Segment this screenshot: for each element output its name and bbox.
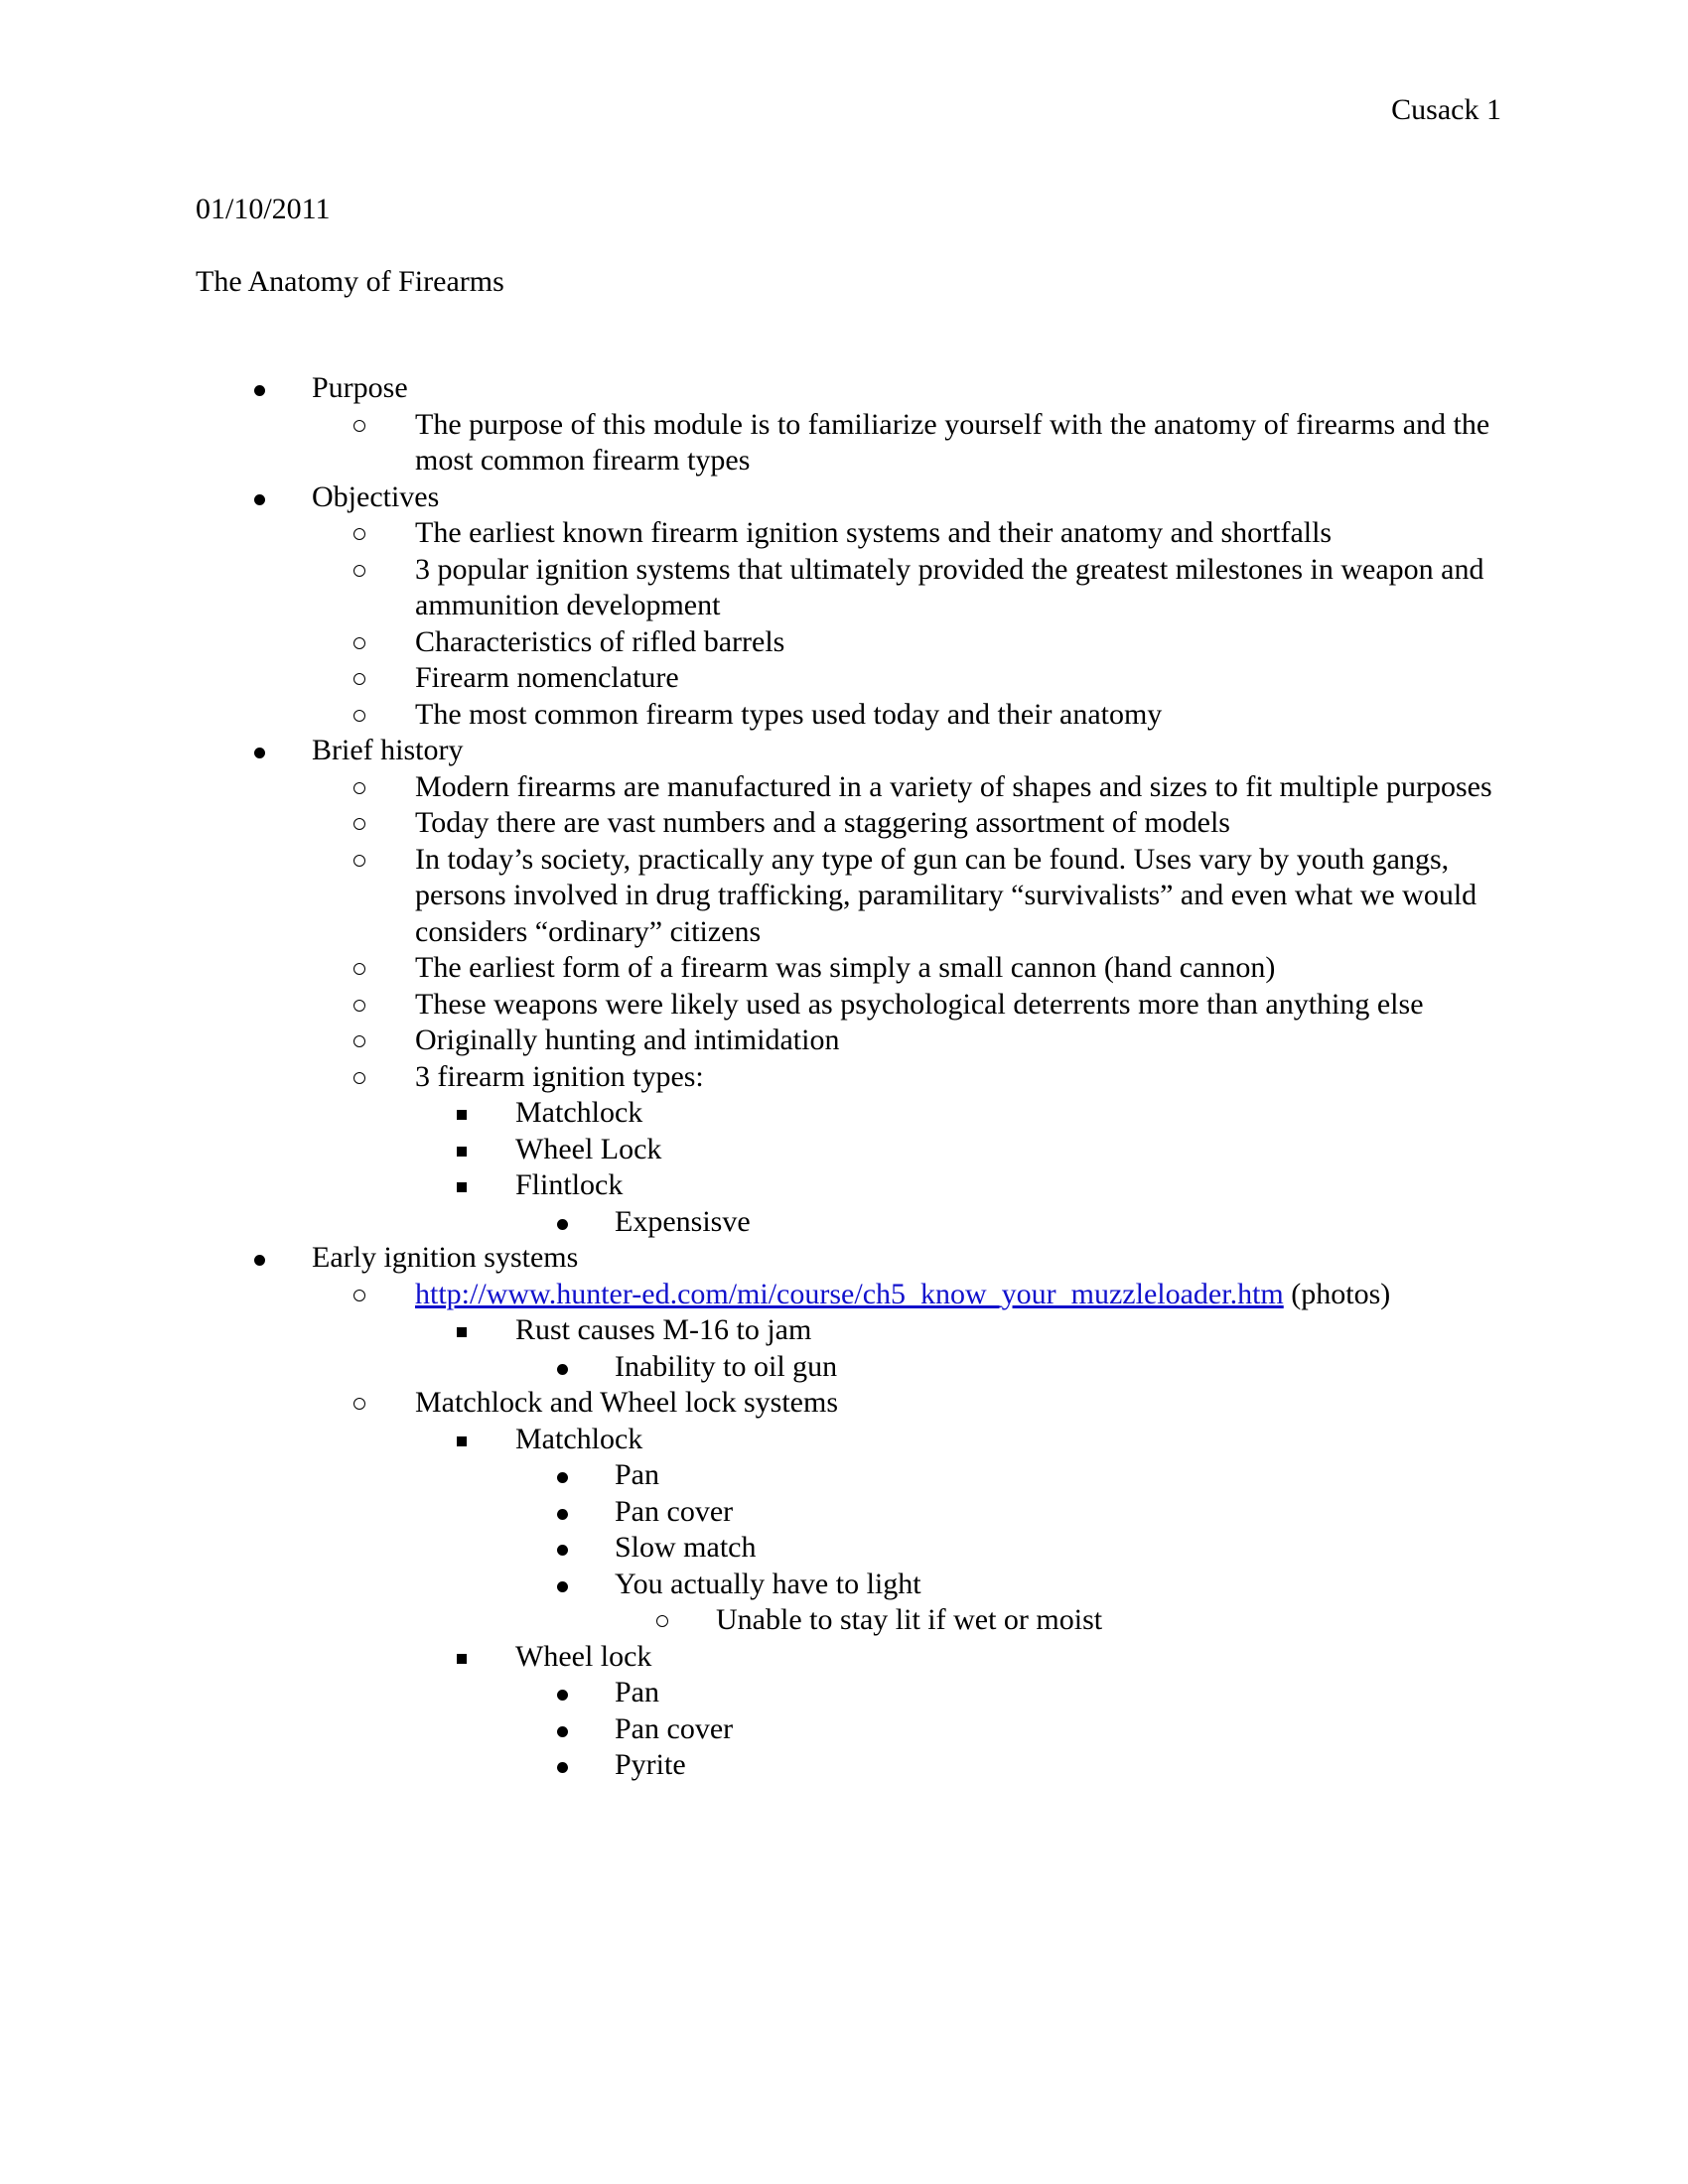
outline-heading-objectives: Objectives bbox=[312, 479, 440, 513]
outline-item-purpose bbox=[252, 370, 1519, 479]
list-item-text: The earliest form of a firearm was simply a small cannon (hand cannon) bbox=[415, 951, 1276, 984]
list-item-text: Pan cover bbox=[615, 1494, 734, 1528]
matchlock-light-note-sublist bbox=[615, 1602, 1519, 1639]
list-item-text: These weapons were likely used as psychological deterrents more than anything else bbox=[415, 987, 1424, 1021]
list-item bbox=[555, 1204, 1519, 1241]
list-item-text: Characteristics of rifled barrels bbox=[415, 624, 785, 658]
list-item bbox=[555, 1711, 1519, 1748]
list-item-text: Rust causes M-16 to jam bbox=[515, 1313, 812, 1346]
lock-systems-sublist bbox=[415, 1422, 1519, 1784]
list-item-text: Matchlock and Wheel lock systems bbox=[415, 1386, 839, 1419]
outline-item-objectives bbox=[252, 479, 1519, 734]
list-item-text: The most common firearm types used today and their anatomy bbox=[415, 697, 1163, 731]
list-item bbox=[352, 805, 1519, 842]
list-item bbox=[555, 1494, 1519, 1531]
rust-note-sublist bbox=[415, 1312, 1519, 1385]
list-item-text: Pan bbox=[615, 1458, 659, 1491]
list-item-lock-systems bbox=[352, 1385, 1519, 1784]
list-item-text: Slow match bbox=[615, 1531, 757, 1564]
list-item-text: Pan bbox=[615, 1676, 659, 1708]
list-item-text: Unable to stay lit if wet or moist bbox=[716, 1603, 1103, 1636]
list-item bbox=[352, 842, 1519, 951]
outline-item-early-ignition bbox=[252, 1240, 1519, 1784]
flintlock-sublist bbox=[515, 1204, 1519, 1241]
list-item bbox=[455, 1132, 1519, 1168]
list-item-text: Originally hunting and intimidation bbox=[415, 1024, 840, 1056]
list-item-text: 3 popular ignition systems that ultimately provided the greatest milestones in weapon and ammunition development bbox=[415, 552, 1484, 621]
list-item-text: Wheel Lock bbox=[515, 1132, 662, 1165]
list-item-text: Firearm nomenclature bbox=[415, 661, 679, 694]
list-item bbox=[555, 1567, 1519, 1639]
purpose-sublist bbox=[312, 407, 1519, 479]
outline-item-brief-history bbox=[252, 733, 1519, 1240]
list-item-text: Matchlock bbox=[515, 1096, 643, 1129]
list-item bbox=[352, 950, 1519, 987]
list-item bbox=[352, 1023, 1519, 1059]
muzzleloader-link[interactable]: http://www.hunter-ed.com/mi/course/ch5_know_your_muzzleloader.htm bbox=[415, 1277, 1284, 1310]
early-ignition-sublist bbox=[312, 1277, 1519, 1784]
list-item-text bbox=[415, 1277, 1519, 1313]
list-item bbox=[352, 987, 1519, 1024]
ignition-types-sublist bbox=[415, 1095, 1519, 1240]
list-item-text: Flintlock bbox=[515, 1168, 624, 1201]
document-date: 01/10/2011 bbox=[196, 193, 331, 225]
matchlock-parts-sublist bbox=[515, 1457, 1519, 1639]
rust-subnote-sublist bbox=[515, 1349, 1519, 1386]
list-item-text: In today’s society, practically any type of gun can be found. Uses vary by youth gangs, persons involved in drug trafficking, paramilitary “survivalists” and even what we would considers “ordinary” citizens bbox=[415, 842, 1477, 948]
list-item bbox=[555, 1457, 1519, 1494]
list-item-text: The earliest known firearm ignition systems and their anatomy and shortfalls bbox=[415, 516, 1333, 549]
list-item bbox=[455, 1167, 1519, 1240]
list-item-text: Modern firearms are manufactured in a variety of shapes and sizes to fit multiple purposes bbox=[415, 769, 1492, 803]
page-title: The Anatomy of Firearms bbox=[196, 265, 504, 298]
list-item bbox=[352, 660, 1519, 697]
outline-root bbox=[196, 370, 1519, 1784]
list-item bbox=[352, 624, 1519, 661]
list-item-matchlock bbox=[455, 1422, 1519, 1639]
objectives-sublist bbox=[312, 515, 1519, 733]
list-item-text: Wheel lock bbox=[515, 1639, 652, 1673]
list-item bbox=[352, 515, 1519, 552]
list-item-text: Pan cover bbox=[615, 1711, 734, 1745]
list-item bbox=[352, 769, 1519, 806]
list-item bbox=[654, 1602, 1519, 1639]
list-item-text: The purpose of this module is to familiarize yourself with the anatomy of firearms and the most common firearm types bbox=[415, 407, 1490, 477]
link-trailing-note: (photos) bbox=[1283, 1277, 1391, 1310]
list-item-ignition-types bbox=[352, 1059, 1519, 1241]
list-item bbox=[555, 1747, 1519, 1784]
outline-heading-purpose: Purpose bbox=[312, 371, 408, 404]
list-item-text: Today there are vast numbers and a staggering assortment of models bbox=[415, 806, 1230, 839]
list-item bbox=[555, 1349, 1519, 1386]
list-item bbox=[352, 552, 1519, 624]
list-item bbox=[455, 1095, 1519, 1132]
list-item bbox=[555, 1675, 1519, 1711]
list-item-text: Matchlock bbox=[515, 1422, 643, 1455]
document-body bbox=[196, 195, 1519, 1784]
outline-heading-brief-history: Brief history bbox=[312, 734, 464, 766]
list-item-text: Pyrite bbox=[615, 1748, 686, 1781]
running-head: Cusack 1 bbox=[1391, 93, 1501, 126]
list-item-text: Expensisve bbox=[615, 1204, 751, 1238]
brief-history-sublist bbox=[312, 769, 1519, 1241]
list-item-hyperlink bbox=[352, 1277, 1519, 1386]
list-item-wheel-lock bbox=[455, 1639, 1519, 1784]
outline-heading-early-ignition: Early ignition systems bbox=[312, 1241, 579, 1274]
list-item-text: 3 firearm ignition types: bbox=[415, 1059, 704, 1093]
list-item-text: Inability to oil gun bbox=[615, 1349, 838, 1383]
wheel-lock-parts-sublist bbox=[515, 1675, 1519, 1784]
list-item bbox=[352, 407, 1519, 479]
list-item bbox=[455, 1312, 1519, 1385]
list-item bbox=[352, 697, 1519, 734]
list-item bbox=[555, 1530, 1519, 1567]
list-item-text: You actually have to light bbox=[615, 1567, 921, 1600]
